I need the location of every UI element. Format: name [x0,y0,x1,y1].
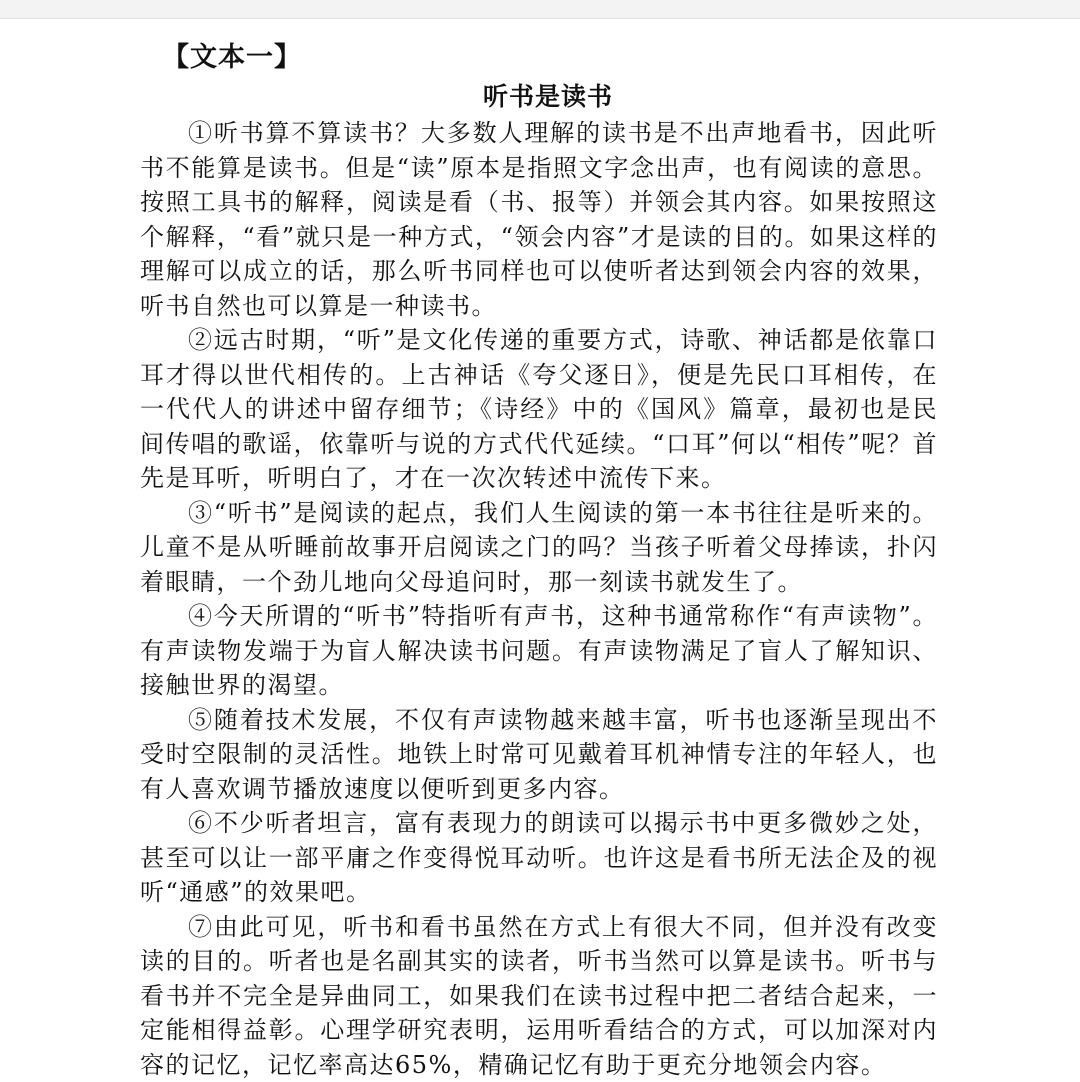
document-title: 听书是读书 [0,78,1080,116]
section-label: 【文本一】 [162,38,302,78]
paragraph-6: ⑥不少听者坦言，富有表现力的朗读可以揭示书中更多微妙之处，甚至可以让一部平庸之作变得悦耳动听。也许这是看书所无法企及的视听“通感”的效果吧。 [140,806,938,910]
article-body [140,116,938,1082]
paragraph-7: ⑦由此可见，听书和看书虽然在方式上有很大不同，但并没有改变读的目的。听者也是名副其实的读者，听书当然可以算是读书。听书与看书并不完全是异曲同工，如果我们在读书过程中把二者结合起来，一定能相得益彰。心理学研究表明，运用听看结合的方式，可以加深对内容的记忆，记忆率高达65%，精确记忆有助于更充分地领会内容。 [140,910,938,1082]
paragraph-4: ④今天所谓的“听书”特指听有声书，这种书通常称作“有声读物”。有声读物发端于为盲人解决读书问题。有声读物满足了盲人了解知识、接触世界的渴望。 [140,599,938,703]
paragraph-3: ③“听书”是阅读的起点，我们人生阅读的第一本书往往是听来的。儿童不是从听睡前故事开启阅读之门的吗？当孩子听着父母捧读，扑闪着眼睛，一个劲儿地向父母追问时，那一刻读书就发生了。 [140,496,938,600]
paragraph-1: ①听书算不算读书？大多数人理解的读书是不出声地看书，因此听书不能算是读书。但是“读”原本是指照文字念出声，也有阅读的意思。按照工具书的解释，阅读是看（书、报等）并领会其内容。如果按照这个解释，“看”就只是一种方式，“领会内容”才是读的目的。如果这样的理解可以成立的话，那么听书同样也可以使听者达到领会内容的效果，听书自然也可以算是一种读书。 [140,116,938,323]
top-divider [0,0,1080,19]
paragraph-5: ⑤随着技术发展，不仅有声读物越来越丰富，听书也逐渐呈现出不受时空限制的灵活性。地铁上时常可见戴着耳机神情专注的年轻人，也有人喜欢调节播放速度以便听到更多内容。 [140,703,938,807]
paragraph-2: ②远古时期，“听”是文化传递的重要方式，诗歌、神话都是依靠口耳才得以世代相传的。上古神话《夸父逐日》，便是先民口耳相传，在一代代人的讲述中留存细节；《诗经》中的《国风》篇章，最初也是民间传唱的歌谣，依靠听与说的方式代代延续。“口耳”何以“相传”呢？首先是耳听，听明白了，才在一次次转述中流传下来。 [140,323,938,496]
